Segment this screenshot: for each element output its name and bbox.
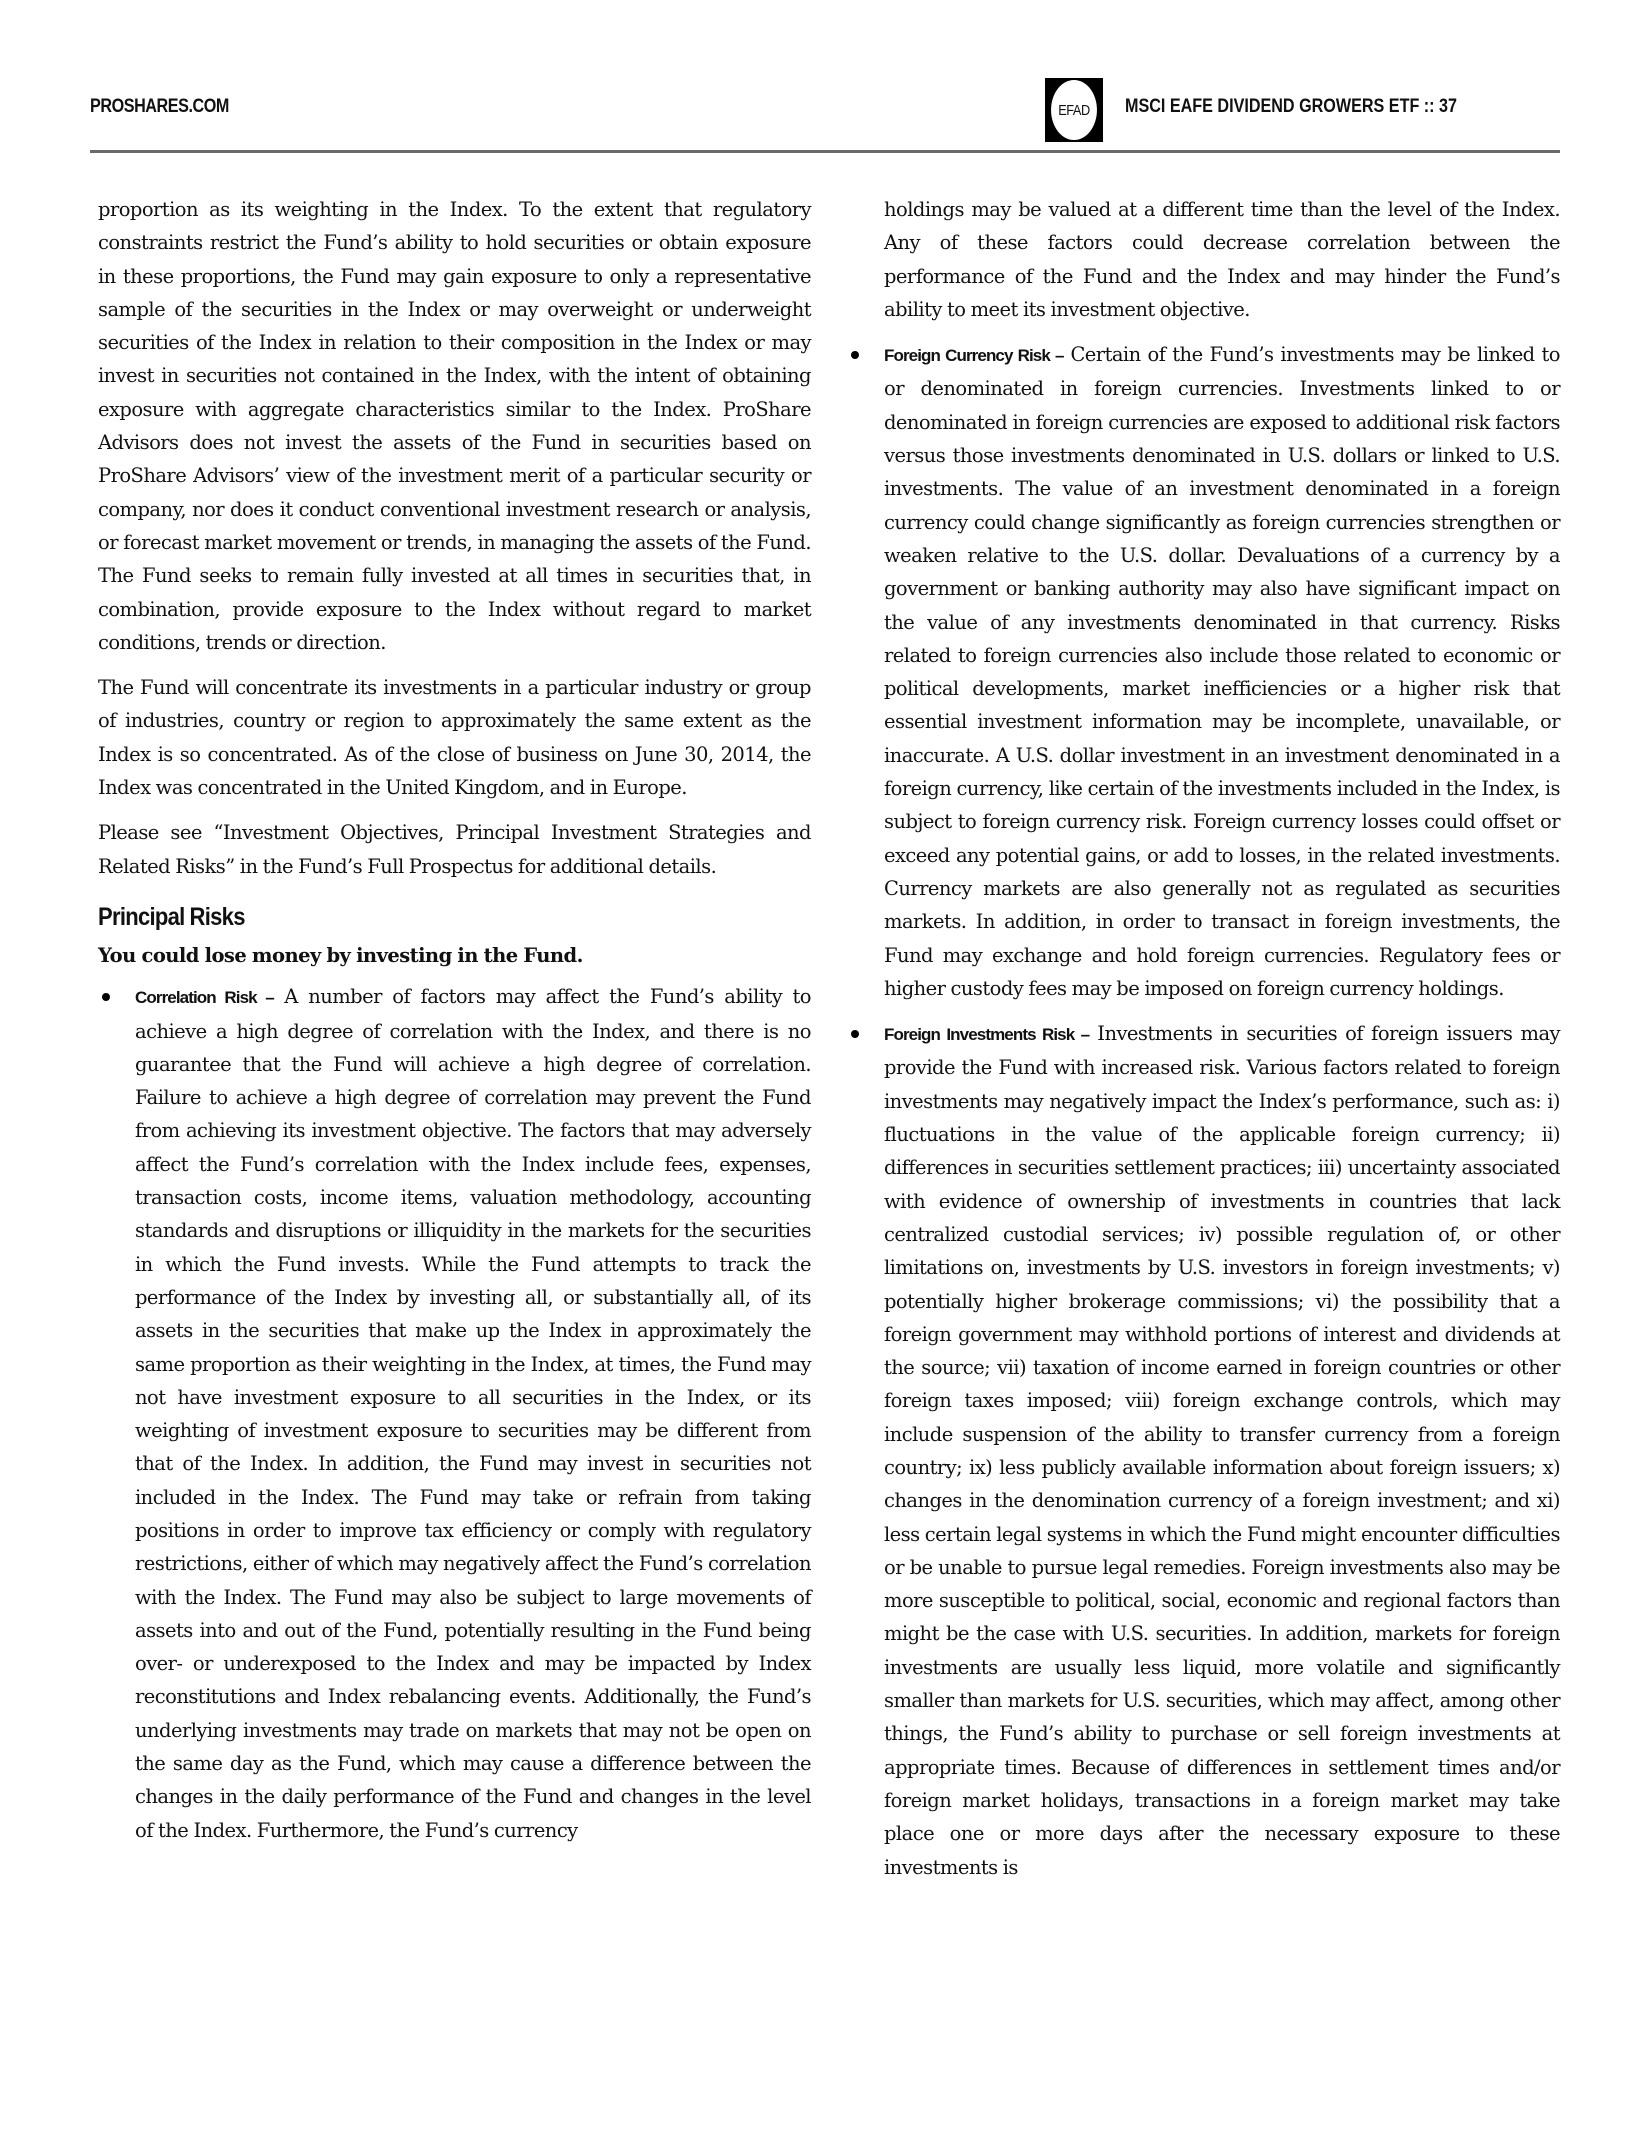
risk-description: Certain of the Fund’s investments may be linked to or denominated in foreign currencies. Investments linked to or denominated in foreign currencies are exposed to additional risk factors versus those investments denominated in U.S. dollars or linked to U.S. investments. The value of an investment denominated in a foreign currency could change significantly as foreign currencies strengthen or weaken relative to the U.S. dollar. Devaluations of a currency by a government or banking authority may also have significant impact on the value of any investments denominated in that currency. Risks related to foreign currencies also include those related to economic or political developments, market inefficiencies or a higher risk that essential investment information may be incomplete, unavailable, or inaccurate. A U.S. dollar investment in an investment denominated in a foreign currency, like certain of the investments included in the Index, is subject to foreign currency risk. Foreign currency losses could offset or exceed any potential gains, or add to losses, in the related investments. Currency markets are also generally not as regulated as securities markets. In addition, in order to transact in foreign investments, the Fund may exchange and hold foreign currencies. Regulatory fees or higher custody fees may be imposed on foreign currency holdings. <box>884 343 1560 1000</box>
paragraph-strategy: proportion as its weighting in the Index. To the extent that regulatory constraints restrict the Fund’s ability to hold securities or obtain exposure in these proportions, the Fund may gain exposure to only a representative sample of the securities in the Index or may overweight or underweight securities of the Index in relation to their composition in the Index or may invest in securities not contained in the Index, with the intent of obtaining exposure with aggregate characteristics similar to the Index. ProShare Advisors does not invest the assets of the Fund in securities based on ProShare Advisors’ view of the investment merit of a particular security or company, nor does it conduct conventional investment research or analysis, or forecast market movement or trends, in managing the assets of the Fund. The Fund seeks to remain fully invested at all times in securities that, in combination, provide exposure to the Index without regard to market conditions, trends or direction. <box>98 198 811 654</box>
right-column <box>847 193 1560 1896</box>
risk-description: Investments in securities of foreign issuers may provide the Fund with increased risk. Various factors related to foreign investments may negatively impact the Index’s performance, such as: i) fluctuations in the value of the applicable foreign currency; ii) differences in securities settlement practices; iii) uncertainty associated with evidence of ownership of investments in countries that lack centralized custodial services; iv) possible regulation of, or other limitations on, investments by U.S. investors in foreign investments; v) potentially higher brokerage commissions; vi) the possibility that a foreign government may withhold portions of interest and dividends at the source; vii) taxation of income earned in foreign countries or other foreign taxes imposed; viii) foreign exchange controls, which may include suspension of the ability to transfer currency from a foreign country; ix) less publicly available information about foreign issuers; x) changes in the denomination currency of a foreign investment; and xi) less certain legal systems in which the Fund might encounter difficulties or be unable to pursue legal remedies. Foreign investments also may be more susceptible to political, social, economic and regional factors than might be the case with U.S. securities. In addition, markets for foreign investments are usually less liquid, more volatile and significantly smaller than markets for U.S. securities, which may affect, among other things, the Fund’s ability to purchase or sell foreign investments at appropriate times. Because of differences in settlement times and/or foreign market holidays, transactions in a foreign market may take place one or more days after the necessary exposure to these investments is <box>884 1022 1561 1879</box>
page-header <box>90 78 1560 153</box>
risk-item-foreign-investments <box>847 1017 1560 1884</box>
risk-correlation-continued: holdings may be valued at a different time than the level of the Index. Any of these factors could decrease correlation between the performance of the Fund and the Index and may hinder the Fund’s ability to meet its investment objective. <box>884 198 1560 321</box>
risk-name: Correlation Risk – <box>135 988 274 1008</box>
section-heading-principal-risks: Principal Risks <box>98 902 245 931</box>
risk-item-foreign-currency <box>847 338 1560 1005</box>
paragraph-see-prospectus: Please see “Investment Objectives, Principal Investment Strategies and Related Risks” in the Fund’s Full Prospectus for additional details. <box>98 821 811 878</box>
header-divider <box>90 150 1560 153</box>
page-title: MSCI EAFE DIVIDEND GROWERS ETF :: 37 <box>1125 96 1458 117</box>
risk-item-correlation <box>98 980 811 1847</box>
bullet-icon <box>851 351 859 359</box>
bullet-icon <box>102 993 110 1001</box>
risk-lead-statement: You could lose money by investing in the Fund. <box>98 943 583 967</box>
paragraph-concentration: The Fund will concentrate its investments in a particular industry or group of industries, country or region to approximately the same extent as the Index is so concentrated. As of the close of business on June 30, 2014, the Index was concentrated in the United Kingdom, and in Europe. <box>98 676 811 800</box>
risk-description: A number of factors may affect the Fund’s ability to achieve a high degree of correlation with the Index, and there is no guarantee that the Fund will achieve a high degree of correlation. Failure to achieve a high degree of correlation may prevent the Fund from achieving its investment objective. The factors that may adversely affect the Fund’s correlation with the Index include fees, expenses, transaction costs, income items, valuation methodology, accounting standards and disruptions or illiquidity in the markets for the securities in which the Fund invests. While the Fund attempts to track the performance of the Index by investing all, or substantially all, of its assets in the securities that make up the Index in approximately the same proportion as their weighting in the Index, at times, the Fund may not have investment exposure to all securities in the Index, or its weighting of investment exposure to securities may be different from that of the Index. In addition, the Fund may invest in securities not included in the Index. The Fund may take or refrain from taking positions in order to improve tax efficiency or comply with regulatory restrictions, either of which may negatively affect the Fund’s correlation with the Index. The Fund may also be subject to large movements of assets into and out of the Fund, potentially resulting in the Fund being over- or underexposed to the Index and may be impacted by Index reconstitutions and Index rebalancing events. Additionally, the Fund’s underlying investments may trade on markets that may not be open on the same day as the Fund, which may cause a difference between the changes in the daily performance of the Fund and changes in the level of the Index. Furthermore, the Fund’s currency <box>135 985 811 1842</box>
fund-logo-badge <box>1045 78 1103 142</box>
bullet-icon <box>851 1030 859 1038</box>
risk-name: Foreign Investments Risk – <box>884 1025 1090 1045</box>
site-name: PROSHARES.COM <box>90 96 229 117</box>
left-column <box>98 193 811 1859</box>
risk-name: Foreign Currency Risk – <box>884 346 1064 366</box>
ticker-logo-text: EFAD <box>1051 80 1097 140</box>
